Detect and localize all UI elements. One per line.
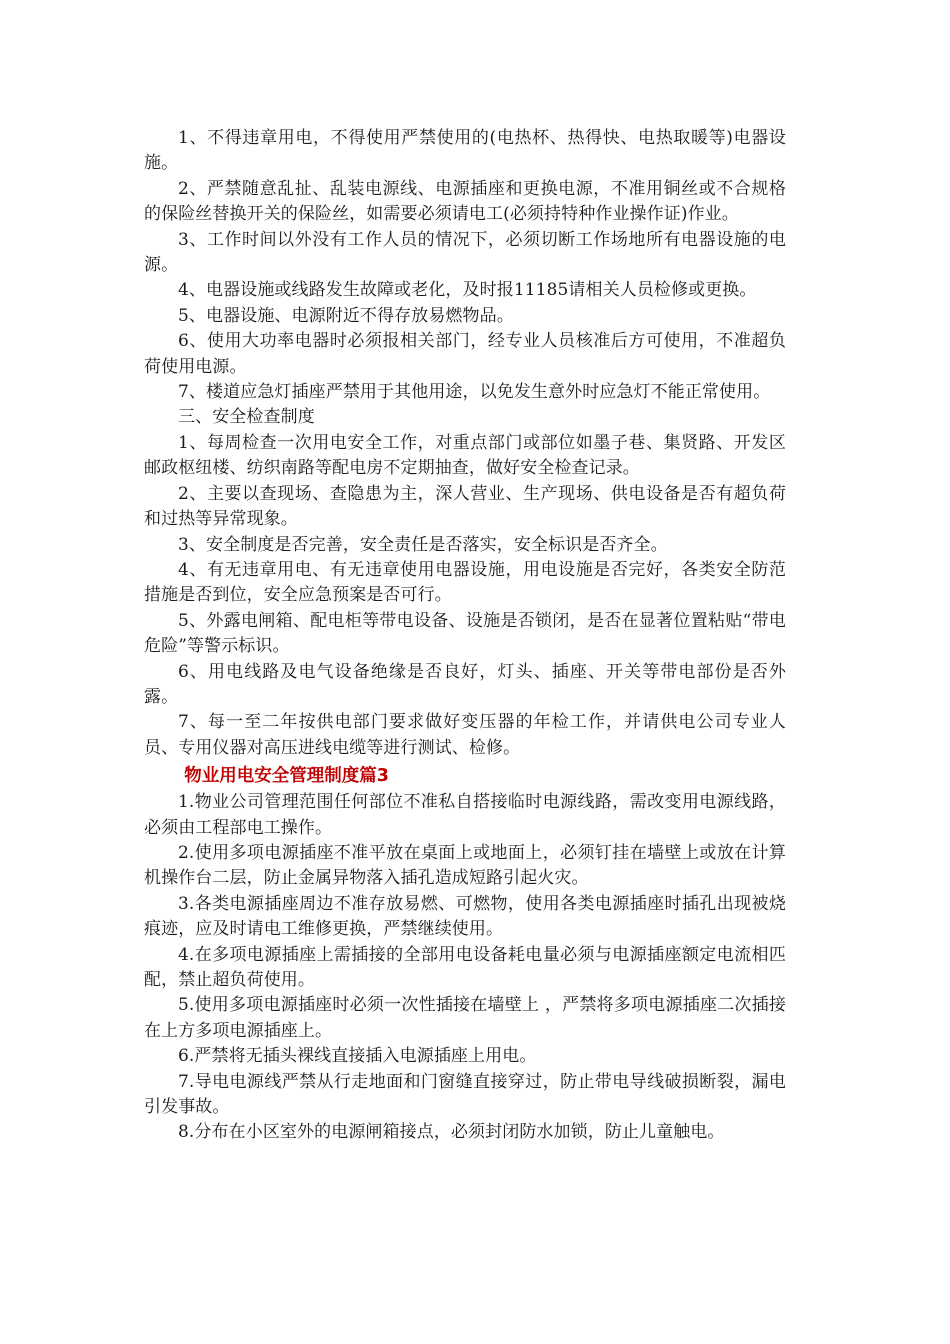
rule-a-5: 5、电器设施、电源附近不得存放易燃物品。 <box>178 305 514 326</box>
rule-a-1: 1、不得违章用电，不得使用严禁使用的(电热杯、热得快、电热取暖等)电器设施。 <box>144 128 786 174</box>
rule-a-3: 3、工作时间以外没有工作人员的情况下，必须切断工作场地所有电器设施的电源。 <box>144 229 786 276</box>
rule-b-4: 4、有无违章用电、有无违章使用电器设施，用电设施是否完好，各类安全防范措施是否到位，安全应急预案是否可行。 <box>144 559 786 606</box>
rule-c-2: 2.使用多项电源插座不准平放在桌面上或地面上，必须钉挂在墙壁上或放在计算机操作台二层，防止金属异物落入插孔造成短路引起火灾。 <box>144 842 786 889</box>
rule-a-6: 6、使用大功率电器时必须报相关部门，经专业人员核准后方可使用，不准超负荷使用电源。 <box>144 331 786 377</box>
rule-c-4: 4.在多项电源插座上需插接的全部用电设备耗电量必须与电源插座额定电流相匹配，禁止超负荷使用。 <box>144 944 786 990</box>
section-heading-part3: 物业用电安全管理制度篇3 <box>184 766 389 787</box>
rule-c-8: 8.分布在小区室外的电源闸箱接点，必须封闭防水加锁，防止儿童触电。 <box>178 1122 725 1143</box>
rule-c-1: 1.物业公司管理范围任何部位不准私自搭接临时电源线路，需改变用电源线路，必须由工程部电工操作。 <box>144 792 786 838</box>
rule-c-7: 7.导电电源线严禁从行走地面和门窗缝直接穿过，防止带电导线破损断裂，漏电引发事故。 <box>144 1071 786 1118</box>
rule-a-2: 2、严禁随意乱扯、乱装电源线、电源插座和更换电源，不准用铜丝或不合规格的保险丝替换开关的保险丝，如需要必须请电工(必须持特种作业操作证)作业。 <box>144 178 786 225</box>
rule-b-6: 6、用电线路及电气设备绝缘是否良好，灯头、插座、开关等带电部份是否外露。 <box>144 661 786 707</box>
rule-b-2: 2、主要以查现场、查隐患为主，深人营业、生产现场、供电设备是否有超负荷和过热等异常现象。 <box>144 483 786 530</box>
document-page <box>144 126 786 1146</box>
rule-c-6: 6.严禁将无插头裸线直接插入电源插座上用电。 <box>178 1046 537 1067</box>
rule-b-5: 5、外露电闸箱、配电柜等带电设备、设施是否锁闭，是否在显著位置粘贴“带电危险”等警示标识。 <box>144 610 786 657</box>
rule-a-4: 4、电器设施或线路发生故障或老化，及时报11185请相关人员检修或更换。 <box>178 280 757 301</box>
rule-c-5: 5.使用多项电源插座时必须一次性插接在墙壁上 ，严禁将多项电源插座二次插接在上方多项电源插座上。 <box>144 995 786 1041</box>
rule-b-1: 1、每周检查一次用电安全工作，对重点部门或部位如墨子巷、集贤路、开发区邮政枢纽楼、纺织南路等配电房不定期抽查，做好安全检查记录。 <box>144 432 786 479</box>
rule-b-3: 3、安全制度是否完善，安全责任是否落实，安全标识是否齐全。 <box>178 534 668 555</box>
rule-a-7: 7、楼道应急灯插座严禁用于其他用途，以免发生意外时应急灯不能正常使用。 <box>178 382 771 403</box>
section-title-inspection: 三、安全检查制度 <box>178 407 315 428</box>
rule-c-3: 3.各类电源插座周边不准存放易燃、可燃物，使用各类电源插座时插孔出现被烧痕迹，应及时请电工维修更换，严禁继续使用。 <box>144 893 786 940</box>
rule-b-7: 7、每一至二年按供电部门要求做好变压器的年检工作，并请供电公司专业人员、专用仪器对高压进线电缆等进行测试、检修。 <box>144 712 786 758</box>
